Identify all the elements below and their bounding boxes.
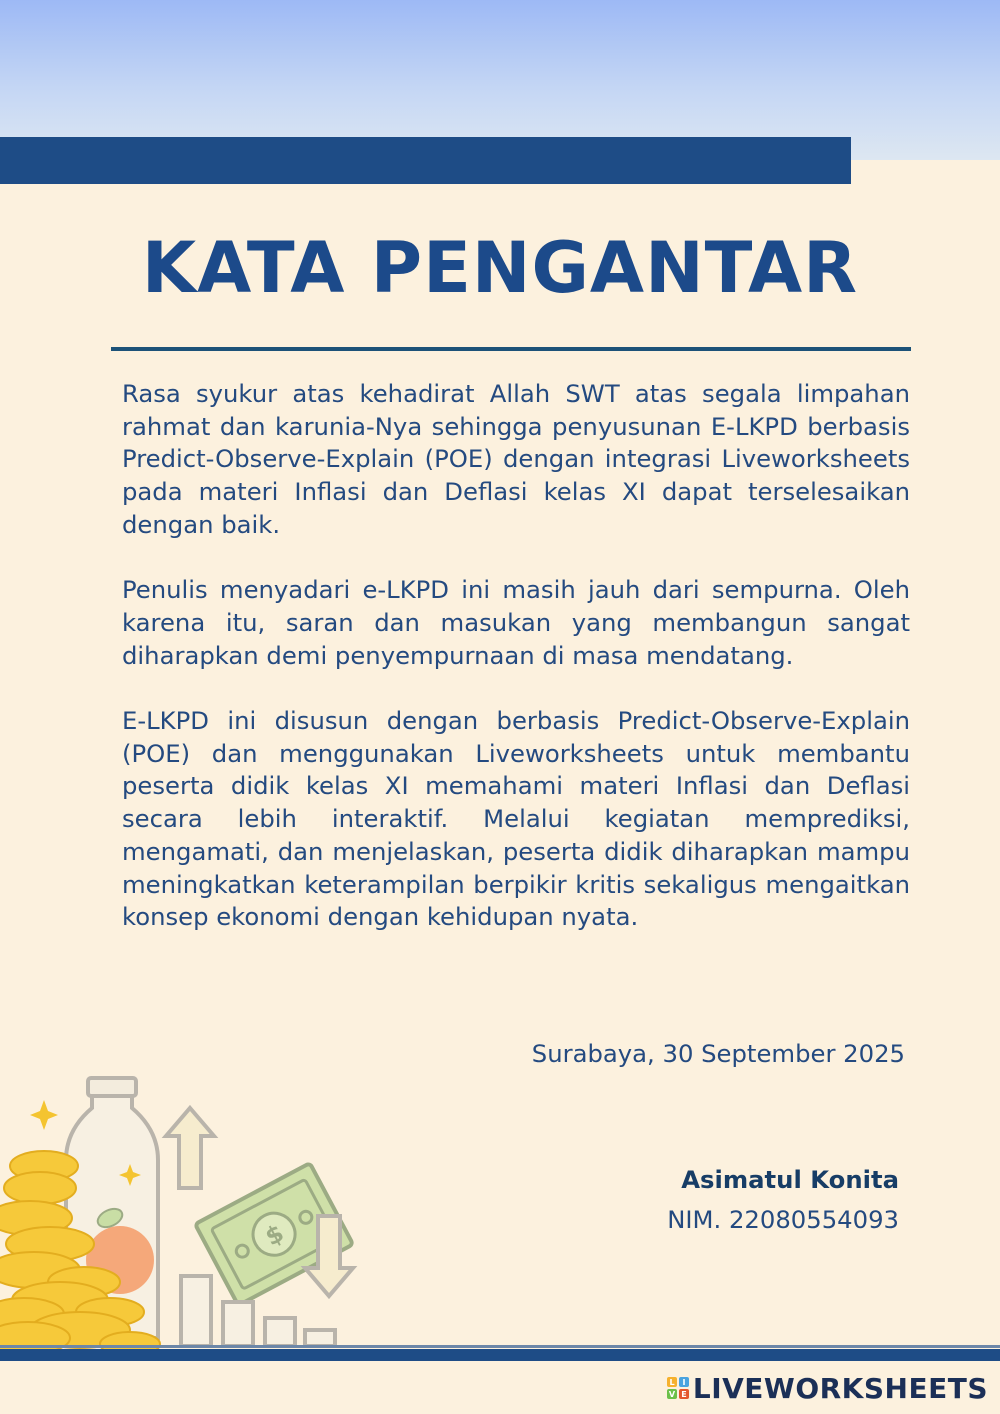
liveworksheets-logo-icon [666,1376,690,1400]
logo-letter: E [681,1390,687,1399]
author-id-number: NIM. 22080554093 [667,1205,899,1234]
paragraph-2: Penulis menyadari e-LKPD ini masih jauh dari sempurna. Oleh karena itu, saran dan masukan yang membangun sangat diharapkan demi penyempurnaan di masa mendatang. [122,575,910,670]
page-title: KATA PENGANTAR [141,227,859,309]
foreword-body [122,378,910,967]
bottom-thin-rule [0,1345,1000,1348]
top-decorative-band [0,137,851,184]
sparkle-icon [30,1100,58,1130]
up-arrow-icon [166,1108,214,1188]
author-name: Asimatul Konita [681,1165,899,1194]
watermark-text: LIVEWORKSHEETS [692,1371,988,1405]
title-divider [111,347,911,351]
bottom-decorative-band [0,1349,1000,1361]
logo-letter: I [682,1378,686,1387]
place-and-date: Surabaya, 30 September 2025 [531,1039,905,1068]
paragraph-1: Rasa syukur atas kehadirat Allah SWT atas segala limpahan rahmat dan karunia-Nya sehingga penyusunan E-LKPD berbasis Predict-Observe-Explain (POE) dengan integrasi Liveworksheets pada materi Inflasi dan Deflasi kelas XI dapat terselesaikan dengan baik. [122,379,910,539]
economy-illustration [0,1068,360,1358]
logo-letter: L [669,1378,675,1387]
sky-gradient-header [0,0,1000,160]
liveworksheets-watermark [666,1370,988,1406]
paragraph-3: E-LKPD ini disusun dengan berbasis Predict-Observe-Explain (POE) dan menggunakan Liveworksheets untuk membantu peserta didik kelas XI memahami materi Inflasi dan Deflasi secara lebih interaktif. Melalui kegiatan memprediksi, mengamati, dan menjelaskan, peserta didik diharapkan mampu meningkatkan keterampilan berpikir kritis sekaligus mengaitkan konsep ekonomi dengan kehidupan nyata. [122,706,910,932]
svg-text:$: $ [260,1218,289,1252]
logo-letter: V [668,1390,675,1399]
